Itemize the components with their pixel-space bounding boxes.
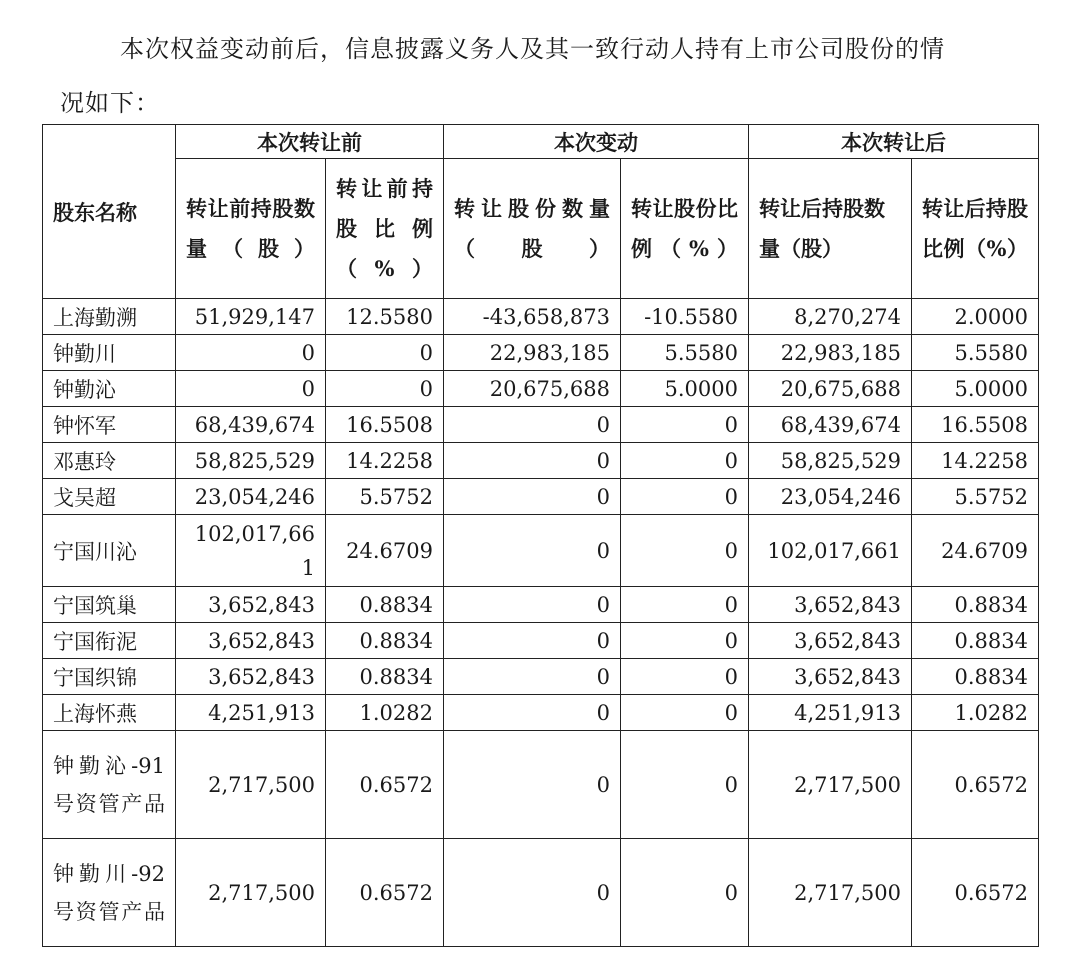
header-before-shares: 转让前持股数量（股） [176, 159, 326, 299]
table-row [43, 407, 1039, 443]
change-ratio-cell: 0 [621, 515, 749, 587]
before-shares-cell: 3,652,843 [176, 623, 326, 659]
before-shares-cell: 58,825,529 [176, 443, 326, 479]
header-sub-row [43, 159, 1039, 299]
shareholder-name-cell: 钟勤沁 [43, 371, 176, 407]
before-ratio-cell: 0 [326, 335, 444, 371]
change-shares-cell: 0 [444, 623, 621, 659]
table-row [43, 443, 1039, 479]
header-after-shares: 转让后持股数量（股） [749, 159, 912, 299]
after-ratio-cell: 0.8834 [912, 587, 1039, 623]
change-shares-cell: 0 [444, 839, 621, 947]
change-ratio-cell: 0 [621, 407, 749, 443]
shareholder-name-cell: 戈吴超 [43, 479, 176, 515]
header-group-row [43, 125, 1039, 159]
before-shares-cell: 3,652,843 [176, 659, 326, 695]
after-ratio-cell: 0.8834 [912, 659, 1039, 695]
shareholder-name-cell: 宁国织锦 [43, 659, 176, 695]
after-ratio-cell: 16.5508 [912, 407, 1039, 443]
table-row [43, 839, 1039, 947]
after-shares-cell: 2,717,500 [749, 839, 912, 947]
before-shares-cell: 102,017,661 [176, 515, 326, 587]
change-ratio-cell: 5.5580 [621, 335, 749, 371]
change-shares-cell: 0 [444, 587, 621, 623]
after-ratio-cell: 1.0282 [912, 695, 1039, 731]
before-shares-cell: 0 [176, 371, 326, 407]
after-ratio-cell: 0.6572 [912, 839, 1039, 947]
after-shares-cell: 4,251,913 [749, 695, 912, 731]
before-ratio-cell: 0.6572 [326, 839, 444, 947]
before-shares-cell: 23,054,246 [176, 479, 326, 515]
table-row [43, 659, 1039, 695]
change-shares-cell: 20,675,688 [444, 371, 621, 407]
before-ratio-cell: 0.8834 [326, 587, 444, 623]
change-shares-cell: 0 [444, 515, 621, 587]
after-ratio-cell: 5.0000 [912, 371, 1039, 407]
before-ratio-cell: 12.5580 [326, 299, 444, 335]
change-ratio-cell: 0 [621, 587, 749, 623]
table-row [43, 479, 1039, 515]
before-shares-cell: 4,251,913 [176, 695, 326, 731]
after-shares-cell: 3,652,843 [749, 587, 912, 623]
after-shares-cell: 20,675,688 [749, 371, 912, 407]
header-before-transfer: 本次转让前 [176, 125, 444, 159]
table-row [43, 299, 1039, 335]
after-shares-cell: 102,017,661 [749, 515, 912, 587]
change-ratio-cell: 0 [621, 479, 749, 515]
shareholder-name-cell: 宁国筑巢 [43, 587, 176, 623]
header-after-transfer: 本次转让后 [749, 125, 1039, 159]
change-shares-cell: 0 [444, 659, 621, 695]
change-shares-cell: 0 [444, 407, 621, 443]
after-shares-cell: 58,825,529 [749, 443, 912, 479]
shareholder-name-cell: 钟勤川-92号资管产品 [43, 839, 176, 947]
before-ratio-cell: 1.0282 [326, 695, 444, 731]
shareholding-table [42, 124, 1039, 947]
shareholder-name-cell: 宁国川沁 [43, 515, 176, 587]
after-ratio-cell: 0.6572 [912, 731, 1039, 839]
change-ratio-cell: -10.5580 [621, 299, 749, 335]
table-row [43, 515, 1039, 587]
intro-paragraph [60, 22, 1040, 130]
before-ratio-cell: 0.8834 [326, 623, 444, 659]
header-change-ratio: 转让股份比例（%） [621, 159, 749, 299]
after-ratio-cell: 2.0000 [912, 299, 1039, 335]
change-ratio-cell: 0 [621, 443, 749, 479]
after-ratio-cell: 0.8834 [912, 623, 1039, 659]
header-this-change: 本次变动 [444, 125, 749, 159]
table-row [43, 731, 1039, 839]
change-ratio-cell: 0 [621, 839, 749, 947]
after-shares-cell: 3,652,843 [749, 659, 912, 695]
change-shares-cell: 0 [444, 443, 621, 479]
before-shares-cell: 2,717,500 [176, 731, 326, 839]
after-shares-cell: 2,717,500 [749, 731, 912, 839]
intro-line-2: 况如下： [60, 89, 160, 117]
intro-line-1: 本次权益变动前后，信息披露义务人及其一致行动人持有上市公司股份的情 [120, 35, 945, 63]
shareholder-name-cell: 上海怀燕 [43, 695, 176, 731]
after-ratio-cell: 5.5580 [912, 335, 1039, 371]
table-row [43, 623, 1039, 659]
before-ratio-cell: 16.5508 [326, 407, 444, 443]
change-shares-cell: 0 [444, 695, 621, 731]
after-shares-cell: 8,270,274 [749, 299, 912, 335]
header-before-ratio: 转让前持股比例（%） [326, 159, 444, 299]
after-shares-cell: 22,983,185 [749, 335, 912, 371]
table-row [43, 587, 1039, 623]
before-ratio-cell: 0.8834 [326, 659, 444, 695]
change-ratio-cell: 0 [621, 731, 749, 839]
shareholder-name-cell: 邓惠玲 [43, 443, 176, 479]
before-ratio-cell: 0 [326, 371, 444, 407]
shareholder-name-cell: 上海勤溯 [43, 299, 176, 335]
change-ratio-cell: 5.0000 [621, 371, 749, 407]
table-row [43, 335, 1039, 371]
after-shares-cell: 68,439,674 [749, 407, 912, 443]
before-shares-cell: 0 [176, 335, 326, 371]
before-ratio-cell: 5.5752 [326, 479, 444, 515]
after-shares-cell: 23,054,246 [749, 479, 912, 515]
change-ratio-cell: 0 [621, 623, 749, 659]
header-change-shares: 转让股份数量（股） [444, 159, 621, 299]
after-ratio-cell: 14.2258 [912, 443, 1039, 479]
change-shares-cell: 22,983,185 [444, 335, 621, 371]
change-shares-cell: 0 [444, 731, 621, 839]
shareholder-name-cell: 钟勤沁-91号资管产品 [43, 731, 176, 839]
before-shares-cell: 51,929,147 [176, 299, 326, 335]
shareholder-name-cell: 宁国衔泥 [43, 623, 176, 659]
after-ratio-cell: 24.6709 [912, 515, 1039, 587]
before-ratio-cell: 0.6572 [326, 731, 444, 839]
before-ratio-cell: 14.2258 [326, 443, 444, 479]
change-shares-cell: -43,658,873 [444, 299, 621, 335]
change-ratio-cell: 0 [621, 659, 749, 695]
header-after-ratio: 转让后持股比例（%） [912, 159, 1039, 299]
header-shareholder-name: 股东名称 [43, 125, 176, 299]
shareholder-name-cell: 钟勤川 [43, 335, 176, 371]
before-shares-cell: 2,717,500 [176, 839, 326, 947]
before-shares-cell: 68,439,674 [176, 407, 326, 443]
change-shares-cell: 0 [444, 479, 621, 515]
shareholder-name-cell: 钟怀军 [43, 407, 176, 443]
table-row [43, 371, 1039, 407]
before-ratio-cell: 24.6709 [326, 515, 444, 587]
table-row [43, 695, 1039, 731]
after-shares-cell: 3,652,843 [749, 623, 912, 659]
change-ratio-cell: 0 [621, 695, 749, 731]
before-shares-cell: 3,652,843 [176, 587, 326, 623]
after-ratio-cell: 5.5752 [912, 479, 1039, 515]
